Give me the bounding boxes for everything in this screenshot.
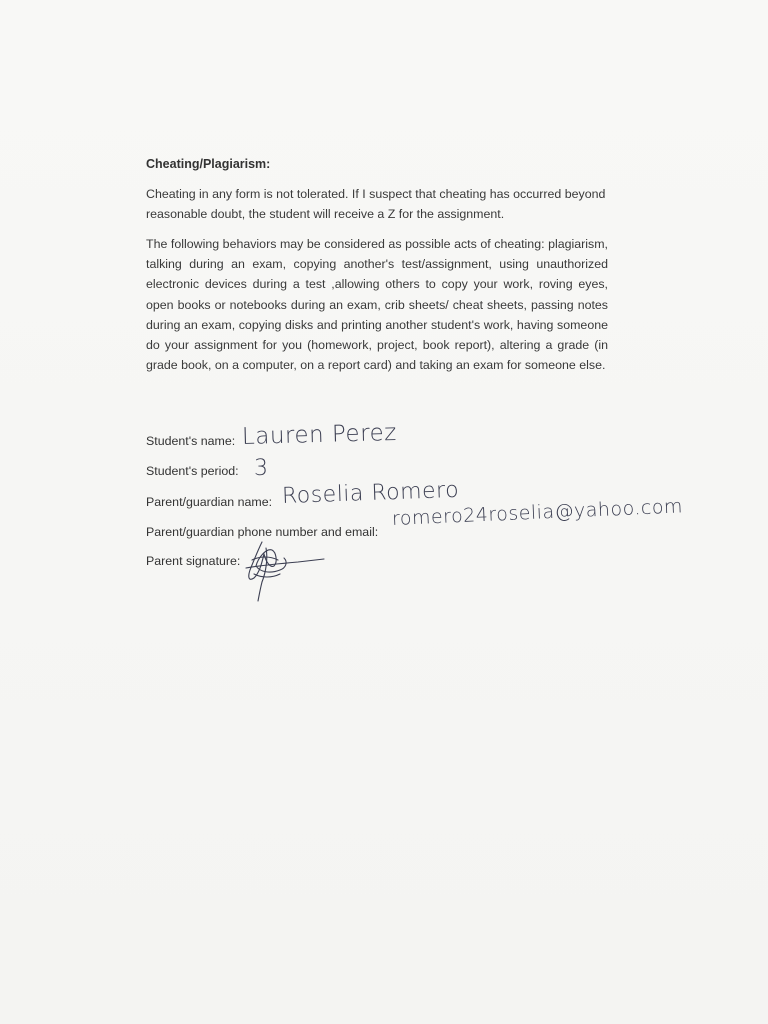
signature-label: Parent signature: xyxy=(146,554,241,568)
parent-name-label: Parent/guardian name: xyxy=(146,495,273,509)
behaviors-paragraph: The following behaviors may be considered as possible acts of cheating: plagiarism, talking during an exam, copying another's test/assignment, using unauthorized electronic devices during a test ,allowing others to copy your work, roving eyes, open books or notebooks during an exam, crib sheets/ cheat sheets, passing notes during an exam, copying disks and printing another student's work, having someone do your assignment for you (homework, project, book report), altering a grade (in grade book, on a computer, on a report card) and taking an exam for someone else. xyxy=(146,237,608,373)
student-period-handwriting: 3 xyxy=(254,456,269,481)
parent-name-handwriting: Roselia Romero xyxy=(281,477,460,509)
section-heading: Cheating/Plagiarism: xyxy=(146,157,271,171)
student-name-handwriting: Lauren Perez xyxy=(241,419,398,450)
parent-signature-scribble xyxy=(236,538,326,602)
policy-paragraph: Cheating in any form is not tolerated. If I suspect that cheating has occurred beyond reasonable doubt, the student will receive a Z for the assignment. xyxy=(146,187,606,221)
parent-contact-handwriting: romero24roselia@yahoo.com xyxy=(391,495,684,530)
student-period-label: Student's period: xyxy=(146,464,239,478)
student-name-label: Student's name: xyxy=(146,434,236,448)
parent-contact-label: Parent/guardian phone number and email: xyxy=(146,525,379,539)
